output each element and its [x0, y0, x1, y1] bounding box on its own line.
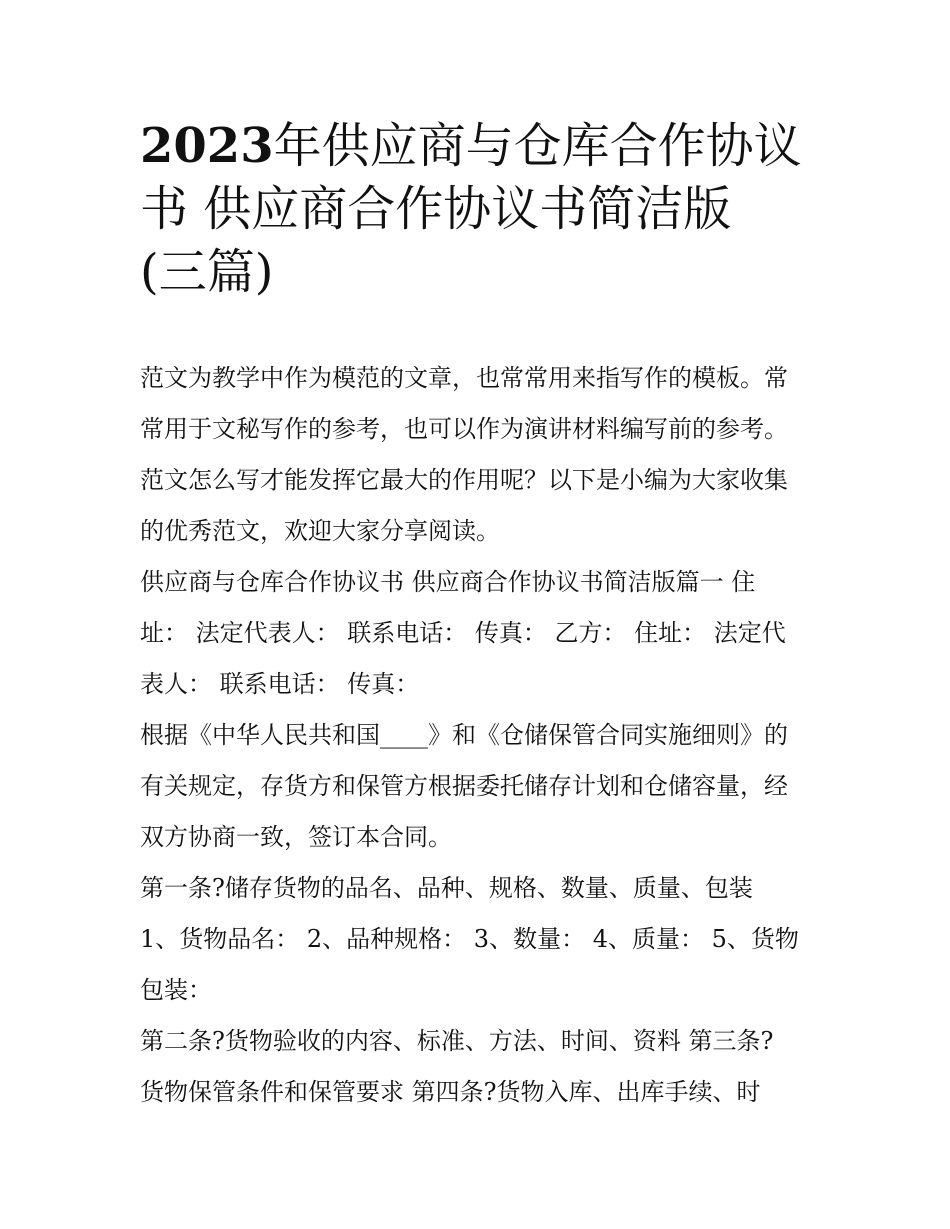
title-line-3: (三篇) — [140, 244, 274, 300]
body-line-3: 范文怎么写才能发挥它最大的作用呢？以下是小编为大家收集 — [140, 466, 788, 494]
body-line-8: 根据《中华人民共和国____》和《仓储保管合同实施细则》的 — [140, 721, 788, 749]
title-line-1-rest: 年供应商与仓库合作协议 — [273, 118, 802, 174]
body-line-4: 的优秀范文，欢迎大家分享阅读。 — [140, 517, 500, 545]
body-line-5: 供应商与仓库合作协议书 供应商合作协议书简洁版篇一 住 — [140, 568, 756, 596]
document-title — [140, 116, 820, 305]
body-line-1: 范文为教学中作为模范的文章，也常常用来指写作的模板。常 — [140, 364, 788, 392]
body-line-6: 址： 法定代表人： 联系电话： 传真： 乙方： 住址： 法定代 — [140, 619, 786, 647]
body-line-9: 有关规定，存货方和保管方根据委托储存计划和仓储容量，经 — [140, 772, 788, 800]
document-body — [140, 353, 820, 1118]
body-line-2: 常用于文秘写作的参考，也可以作为演讲材料编写前的参考。 — [140, 415, 788, 443]
body-line-11: 第一条?储存货物的品名、品种、规格、数量、质量、包装 — [140, 874, 753, 902]
body-line-7: 表人： 联系电话： 传真： — [140, 670, 420, 698]
body-line-12: 1、货物品名： 2、品种规格： 3、数量： 4、质量： 5、货物 — [140, 925, 799, 953]
body-line-15: 货物保管条件和保管要求 第四条?货物入库、出库手续、时 — [140, 1078, 761, 1106]
title-year: 2023 — [140, 118, 274, 174]
title-line-1 — [140, 116, 820, 176]
body-line-10: 双方协商一致，签订本合同。 — [140, 823, 452, 851]
title-line-2: 书 供应商合作协议书简洁版 — [140, 181, 732, 237]
body-line-14: 第二条?货物验收的内容、标准、方法、时间、资料 第三条? — [140, 1027, 774, 1055]
body-line-13: 包装： — [140, 976, 212, 1004]
